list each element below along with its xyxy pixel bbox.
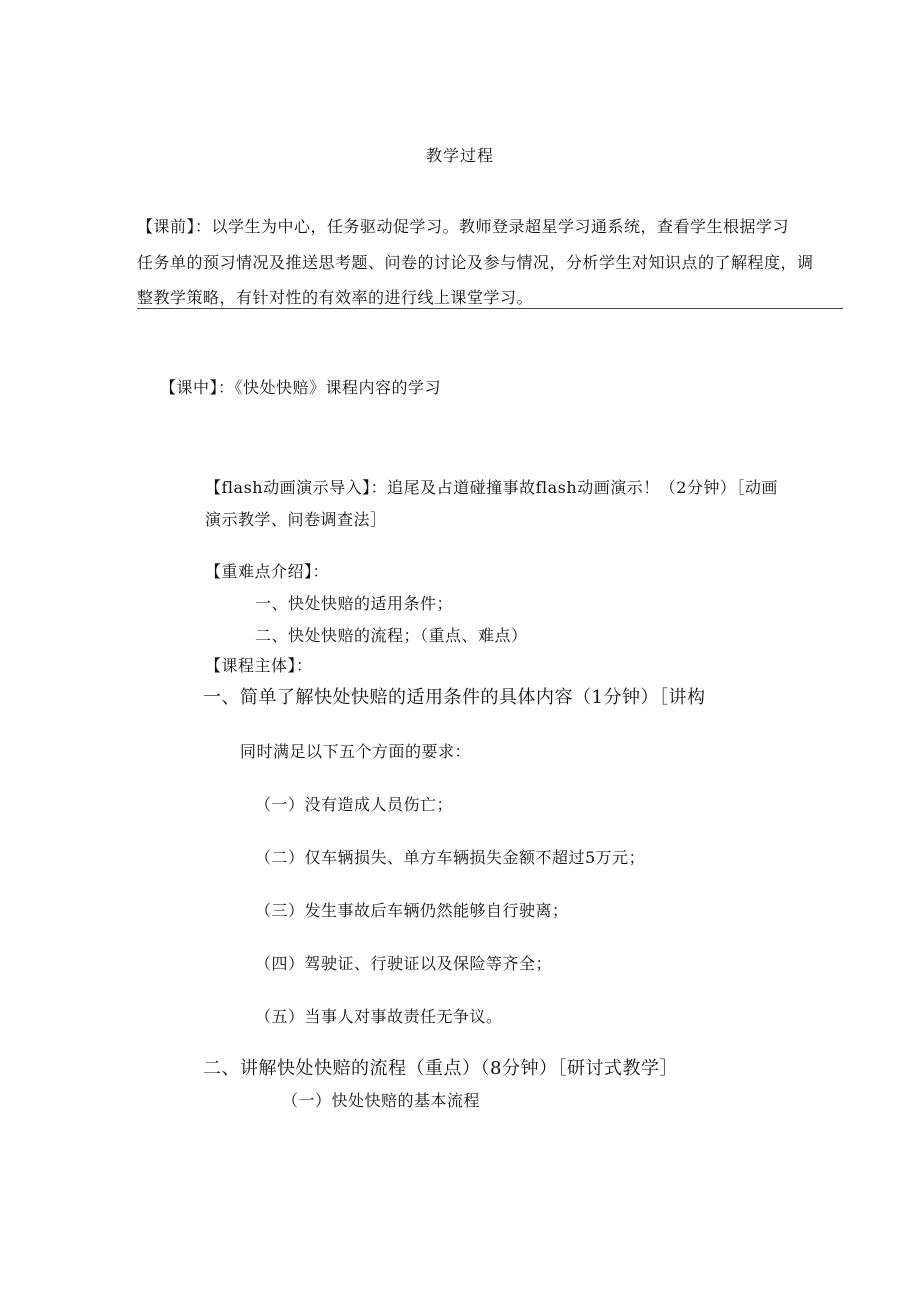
key-point-item: 一、快处快赔的适用条件； [255, 594, 454, 613]
key-point-item: 二、快处快赔的流程；（重点、难点） [255, 626, 528, 645]
flash-intro-line-2: 演示教学、问卷调查法］ [205, 510, 387, 529]
requirement-item: （二）仅车辆损失、单方车辆损失金额不超过5万元； [255, 848, 646, 867]
in-class-heading: 【课中】：《快处快赔》课程内容的学习 [160, 378, 442, 397]
requirement-item: （一）没有造成人员伤亡； [255, 795, 454, 814]
page-title: 教学过程 [425, 146, 494, 165]
requirement-item: （三）发生事故后车辆仍然能够自行驶离； [255, 901, 569, 920]
main-body-heading: 【课程主体】： [205, 656, 313, 675]
pre-class-line-1: 【课前】：以学生为中心，任务驱动促学习。教师登录超星学习通系统，查看学生根据学习 [137, 217, 790, 236]
section2-heading: 二、讲解快处快赔的流程（重点）（8分钟）［研讨式教学］ [203, 1058, 678, 1079]
requirement-item: （四）驾驶证、行驶证以及保险等齐全； [255, 954, 553, 973]
pre-class-line-2: 任务单的预习情况及推送思考题、问卷的讨论及参与情况，分析学生对知识点的了解程度，调 [137, 253, 814, 272]
key-points-heading: 【重难点介绍】： [205, 562, 330, 581]
section1-intro: 同时满足以下五个方面的要求： [240, 742, 472, 761]
section2-subheading: （一）快处快赔的基本流程 [282, 1091, 481, 1110]
section-divider [137, 308, 843, 309]
requirement-item: （五）当事人对事故责任无争议。 [255, 1007, 503, 1026]
section1-heading: 一、简单了解快处快赔的适用条件的具体内容（1分钟）［讲构 [203, 687, 706, 708]
flash-intro-line-1: 【flash动画演示导入】：追尾及占道碰撞事故flash动画演示！（2分钟）［动画 [205, 478, 778, 497]
pre-class-line-3: 整教学策略，有针对性的有效率的进行线上课堂学习。 [137, 288, 534, 307]
